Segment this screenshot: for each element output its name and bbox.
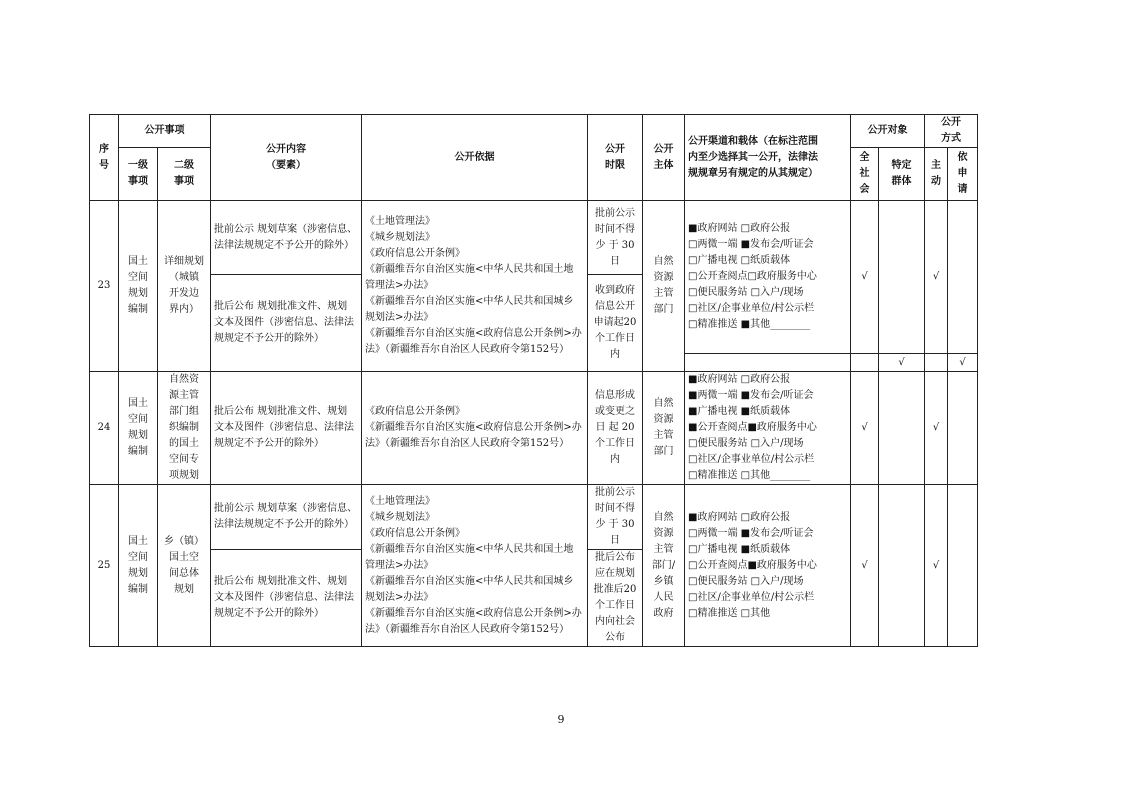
row-level1: 国土 空间 规划 编制 (119, 201, 158, 372)
row-all-society: √ (851, 372, 879, 485)
table-row (90, 372, 978, 485)
row-time-post: 收到政府 信息公开 申请起20 个工作日 内 (588, 275, 643, 372)
row-active: √ (925, 485, 948, 647)
row-sub-on-request: √ (948, 354, 978, 372)
row-subject: 自然 资源 主管 部门/ 乡镇 人民 政府 (643, 485, 685, 647)
header-channel: 公开渠道和载体（在标注范围 内至少选择其一公开，法律法 规规章另有规定的从其规定） (685, 115, 851, 201)
row-on-request (948, 201, 978, 354)
row-specific-group (879, 372, 925, 485)
header-target: 公开对象 (851, 115, 925, 148)
header-content: 公开内容 （要素） (211, 115, 362, 201)
row-active: √ (925, 201, 948, 354)
header-basis: 公开依据 (362, 115, 588, 201)
row-basis: 《土地管理法》 《城乡规划法》 《政府信息公开条例》 《新疆维吾尔自治区实施<中华人民共和国土地 管理法>办法》 《新疆维吾尔自治区实施<中华人民共和国城乡 规划法>办法》 《新疆维吾尔自治区实施<政府信息公开条例>办 法》（新疆维吾尔自治区人民政府令第152号） (362, 485, 588, 647)
row-specific-group (879, 201, 925, 354)
row-level1: 国土 空间 规划 编制 (119, 372, 158, 485)
disclosure-table (89, 114, 978, 647)
row-content-pre: 批前公示 规划草案（涉密信息、 法律法规规定不予公开的除外） (211, 201, 362, 275)
row-seq: 24 (90, 372, 119, 485)
header-time-limit: 公开 时限 (588, 115, 643, 201)
row-channel: ■政府网站 □政府公报 □两微一端 ■发布会/听证会 □广播电视 ■纸质载体 □公开查阅点■政府服务中心 □便民服务站 □入户/现场 □社区/企事业单位/村公示栏 □精准推送 □其他 (685, 485, 851, 647)
row-basis: 《土地管理法》 《城乡规划法》 《政府信息公开条例》 《新疆维吾尔自治区实施<中华人民共和国土地 管理法>办法》 《新疆维吾尔自治区实施<中华人民共和国城乡 规划法>办法》 《新疆维吾尔自治区实施<政府信息公开条例>办 法》（新疆维吾尔自治区人民政府令第152号） (362, 201, 588, 372)
table-row (90, 485, 978, 550)
row-sub-specific-group: √ (879, 354, 925, 372)
row-time-pre: 批前公示 时间不得 少 于 30 日 (588, 485, 643, 550)
header-method: 公开 方式 (925, 115, 978, 148)
row-subject: 自然 资源 主管 部门 (643, 372, 685, 485)
header-specific-group: 特定 群体 (879, 148, 925, 201)
page-number: 9 (557, 713, 565, 726)
row-sub-all-society (851, 354, 879, 372)
row-level2: 详细规划 （城镇 开发边 界内） (158, 201, 211, 372)
row-on-request (948, 485, 978, 647)
row-level2: 自然资 源主管 部门组 织编制 的国土 空间专 项规划 (158, 372, 211, 485)
row-level1: 国土 空间 规划 编制 (119, 485, 158, 647)
header-subject: 公开 主体 (643, 115, 685, 201)
header-level1: 一级 事项 (119, 148, 158, 201)
row-channel: ■政府网站 □政府公报 □两微一端 ■发布会/听证会 □广播电视 □纸质载体 □公开查阅点□政府服务中心 □便民服务站 □入户/现场 □社区/企事业单位/村公示栏 □精准推送 ■其他________ (685, 201, 851, 354)
row-content-pre: 批前公示 规划草案（涉密信息、 法律法规规定不予公开的除外） (211, 485, 362, 550)
row-content-post: 批后公布 规划批准文件、规划 文本及图件（涉密信息、法律法 规规定不予公开的除外） (211, 550, 362, 647)
row-all-society: √ (851, 485, 879, 647)
row-channel-extra (685, 354, 851, 372)
row-time-pre: 批前公示 时间不得 少 于 30 日 (588, 201, 643, 275)
row-on-request (948, 372, 978, 485)
header-active: 主 动 (925, 148, 948, 201)
table-row (90, 201, 978, 275)
row-active: √ (925, 372, 948, 485)
row-subject: 自然 资源 主管 部门 (643, 201, 685, 372)
header-items: 公开事项 (119, 115, 211, 148)
row-sub-active (925, 354, 948, 372)
row-level2: 乡（镇） 国土空 间总体 规划 (158, 485, 211, 647)
row-specific-group (879, 485, 925, 647)
row-time-post: 批后公布 应在规划 批准后20 个工作日 内向社会 公布 (588, 550, 643, 647)
row-content-post: 批后公布 规划批准文件、规划 文本及图件（涉密信息、法律法 规规定不予公开的除外） (211, 275, 362, 372)
header-on-request: 依 申 请 (948, 148, 978, 201)
row-channel: ■政府网站 □政府公报 ■两微一端 ■发布会/听证会 ■广播电视 ■纸质载体 ■公开查阅点■政府服务中心 □便民服务站 □入户/现场 □社区/企事业单位/村公示栏 □精准推送 □其他________ (685, 372, 851, 485)
row-all-society: √ (851, 201, 879, 354)
row-basis: 《政府信息公开条例》 《新疆维吾尔自治区实施<政府信息公开条例>办 法》（新疆维吾尔自治区人民政府令第152号） (362, 372, 588, 485)
row-seq: 25 (90, 485, 119, 647)
row-content: 批后公布 规划批准文件、规划 文本及图件（涉密信息、法律法 规规定不予公开的除外） (211, 372, 362, 485)
header-all-society: 全 社 会 (851, 148, 879, 201)
header-level2: 二级 事项 (158, 148, 211, 201)
row-time: 信息形成 或变更之 日 起 20 个工作日 内 (588, 372, 643, 485)
header-seq: 序 号 (90, 115, 119, 201)
row-seq: 23 (90, 201, 119, 372)
